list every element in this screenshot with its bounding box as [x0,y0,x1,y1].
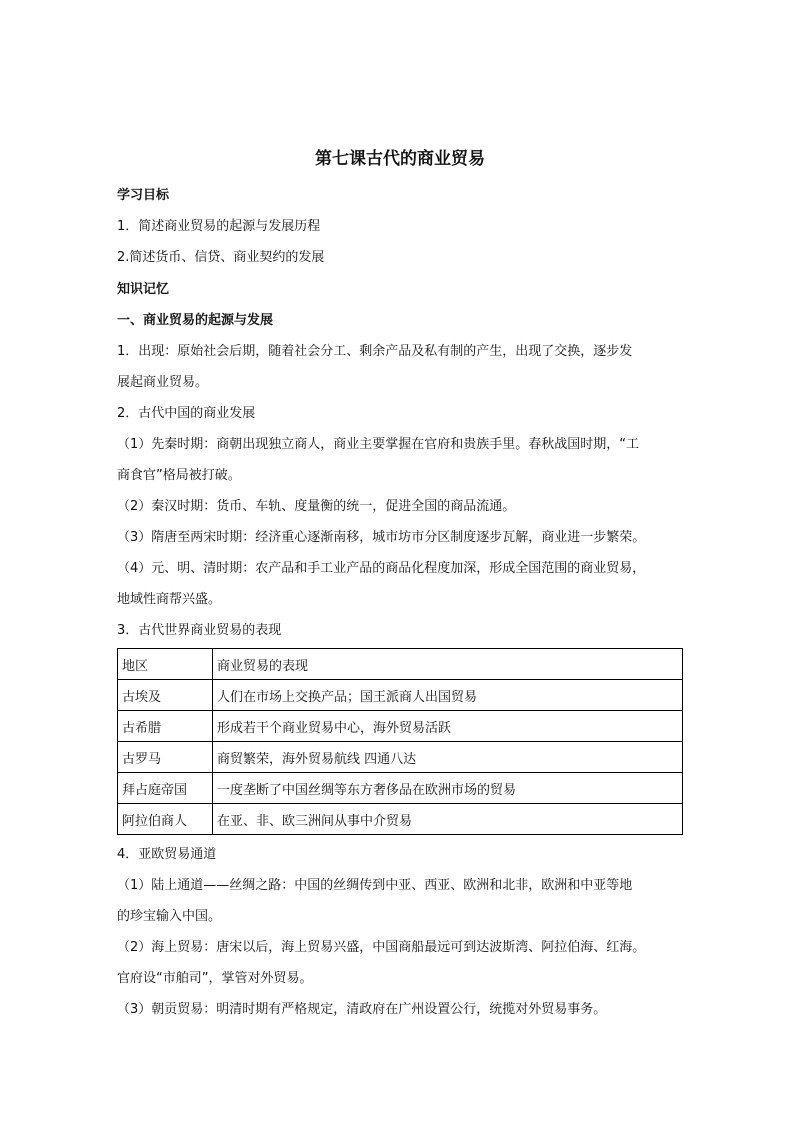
paragraph-origin-line-1: 1．出现：原始社会后期，随着社会分工、剩余产品及私有制的产生，出现了交换，逐步发 [117,344,633,359]
paragraph-world-trade-heading: 3．古代世界商业贸易的表现 [117,623,282,638]
paragraph-tribute-trade: （3）朝贡贸易：明清时期有严格规定，清政府在广州设置公行，统揽对外贸易事务。 [117,1002,607,1017]
table-row [118,804,683,835]
paragraph-qin-han: （2）秦汉时期：货币、车轨、度量衡的统一，促进全国的商品流通。 [117,499,516,514]
paragraph-origin-line-2: 展起商业贸易。 [117,375,209,390]
paragraph-silk-road-line-2: 的珍宝输入中国。 [117,909,222,924]
paragraph-china-heading: 2．古代中国的商业发展 [117,406,256,421]
table-cell-region: 古埃及 [118,680,213,711]
paragraph-eurasia-heading: 4．亚欧贸易通道 [117,847,217,862]
section-heading-origin: 一、商业贸易的起源与发展 [117,313,274,328]
paragraph-pre-qin-line-2: 商食官”格局被打破。 [117,468,241,483]
paragraph-maritime-line-1: （2）海上贸易：唐宋以后，海上贸易兴盛，中国商船最远可到达波斯湾、阿拉伯海、红海。 [117,940,646,955]
table-row [118,742,683,773]
table-cell-region: 古希腊 [118,711,213,742]
paragraph-maritime-line-2: 官府设“市舶司”，掌管对外贸易。 [117,971,313,986]
table-cell-description: 在亚、非、欧三洲间从事中介贸易 [213,804,683,835]
table-cell-description: 商贸繁荣，海外贸易航线 四通八达 [213,742,683,773]
page-title: 第七课古代的商业贸易 [315,149,485,169]
table-row [118,680,683,711]
world-trade-table [117,648,683,835]
paragraph-pre-qin-line-1: （1）先秦时期：商朝出现独立商人，商业主要掌握在官府和贵族手里。春秋战国时期，“工 [117,437,640,452]
paragraph-yuan-ming-qing-line-1: （4）元、明、清时期：农产品和手工业产品的商品化程度加深，形成全国范围的商业贸易， [117,561,646,576]
goals-heading: 学习目标 [117,188,170,203]
table-cell-description: 人们在市场上交换产品；国王派商人出国贸易 [213,680,683,711]
table-cell-description: 形成若干个商业贸易中心，海外贸易活跃 [213,711,683,742]
table-cell-region: 阿拉伯商人 [118,804,213,835]
knowledge-heading: 知识记忆 [117,282,170,297]
table-cell-region: 古罗马 [118,742,213,773]
table-row [118,711,683,742]
paragraph-silk-road-line-1: （1）陆上通道——丝绸之路：中国的丝绸传到中亚、西亚、欧洲和北非，欧洲和中亚等地 [117,878,633,893]
table-header-cell: 地区 [118,649,213,680]
paragraph-sui-tang-song: （3）隋唐至两宋时期：经济重心逐渐南移，城市坊市分区制度逐步瓦解，商业进一步繁荣。 [117,530,646,545]
paragraph-yuan-ming-qing-line-2: 地域性商帮兴盛。 [117,592,222,607]
table-cell-region: 拜占庭帝国 [118,773,213,804]
table-cell-description: 一度垄断了中国丝绸等东方奢侈品在欧洲市场的贸易 [213,773,683,804]
table-header-cell: 商业贸易的表现 [213,649,683,680]
goal-item-1: 1．简述商业贸易的起源与发展历程 [117,219,321,234]
goal-item-2: 2.简述货币、信贷、商业契约的发展 [117,250,325,265]
table-row [118,773,683,804]
table-header-row [118,649,683,680]
